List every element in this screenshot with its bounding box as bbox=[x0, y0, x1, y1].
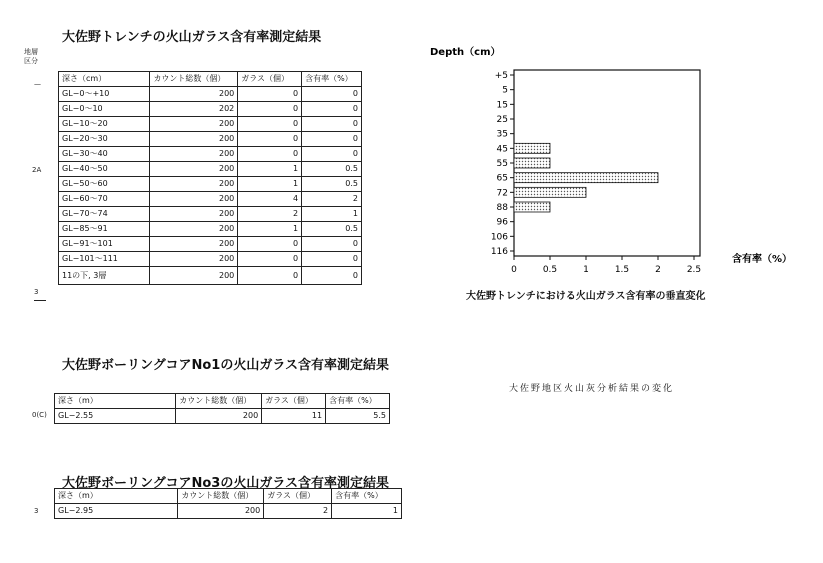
cell-count: 200 bbox=[150, 222, 238, 237]
bar bbox=[514, 143, 550, 153]
cell-depth: GL−0〜10 bbox=[59, 102, 150, 117]
y-tick-label: 5 bbox=[502, 85, 508, 96]
core1-strata-mark: 0(C) bbox=[32, 411, 47, 419]
cell-depth: 11の下, 3層 bbox=[59, 267, 150, 285]
cell-glass: 2 bbox=[238, 207, 302, 222]
table-row bbox=[55, 504, 402, 519]
cell-glass: 0 bbox=[238, 147, 302, 162]
strata-mark-3: 3 bbox=[34, 288, 39, 296]
core1-table bbox=[54, 393, 390, 424]
header-glass: ガラス（個） bbox=[264, 489, 332, 504]
x-tick-label: 1.5 bbox=[614, 265, 630, 275]
cell-ratio: 0.5 bbox=[302, 177, 362, 192]
cell-depth: GL−60〜70 bbox=[59, 192, 150, 207]
table-row bbox=[59, 147, 362, 162]
cell-depth: GL−50〜60 bbox=[59, 177, 150, 192]
cell-depth: GL−2.55 bbox=[55, 409, 176, 424]
cell-ratio: 1 bbox=[332, 504, 402, 519]
cell-glass: 0 bbox=[238, 87, 302, 102]
cell-glass: 0 bbox=[238, 237, 302, 252]
cell-glass: 2 bbox=[264, 504, 332, 519]
cell-count: 200 bbox=[150, 267, 238, 285]
cell-count: 200 bbox=[150, 147, 238, 162]
cell-count: 200 bbox=[150, 87, 238, 102]
header-depth: 深さ（m） bbox=[55, 489, 178, 504]
cell-count: 200 bbox=[150, 207, 238, 222]
cell-count: 200 bbox=[176, 409, 262, 424]
trench-table bbox=[58, 71, 362, 285]
header-ratio: 含有率（%） bbox=[302, 72, 362, 87]
y-tick-label: 55 bbox=[496, 159, 508, 169]
cell-ratio: 2 bbox=[302, 192, 362, 207]
cell-ratio: 0.5 bbox=[302, 162, 362, 177]
table-row bbox=[59, 222, 362, 237]
table-row bbox=[59, 132, 362, 147]
cell-depth: GL−0〜+10 bbox=[59, 87, 150, 102]
header-ratio: 含有率（%） bbox=[332, 489, 402, 504]
table-row bbox=[59, 237, 362, 252]
cell-glass: 0 bbox=[238, 102, 302, 117]
cell-glass: 11 bbox=[262, 409, 326, 424]
cell-glass: 1 bbox=[238, 162, 302, 177]
header-glass: ガラス（個） bbox=[262, 394, 326, 409]
cell-depth: GL−2.95 bbox=[55, 504, 178, 519]
bar bbox=[514, 202, 550, 212]
cell-ratio: 0 bbox=[302, 117, 362, 132]
y-tick-label: 25 bbox=[496, 115, 508, 125]
table-row bbox=[59, 192, 362, 207]
y-tick-label: 45 bbox=[496, 144, 508, 155]
table-row bbox=[59, 87, 362, 102]
cell-depth: GL−20〜30 bbox=[59, 132, 150, 147]
y-tick-label: 88 bbox=[496, 203, 508, 213]
table-header-row bbox=[55, 394, 390, 409]
strata-mark-top: — bbox=[34, 80, 41, 88]
y-tick-label: 116 bbox=[490, 247, 508, 257]
cell-count: 200 bbox=[150, 192, 238, 207]
core3-table bbox=[54, 488, 402, 519]
x-tick-label: 0 bbox=[511, 265, 517, 275]
cell-count: 202 bbox=[150, 102, 238, 117]
table-row bbox=[59, 177, 362, 192]
y-tick-label: 65 bbox=[496, 173, 508, 184]
cell-ratio: 0 bbox=[302, 87, 362, 102]
table-header-row bbox=[59, 72, 362, 87]
table-row bbox=[59, 267, 362, 285]
core1-table-title: 大佐野ボーリングコアNo1の火山ガラス含有率測定結果 bbox=[62, 358, 389, 373]
table-row bbox=[59, 162, 362, 177]
table-row bbox=[59, 102, 362, 117]
cell-glass: 0 bbox=[238, 267, 302, 285]
chart-caption: 大佐野トレンチにおける火山ガラス含有率の垂直変化 bbox=[466, 291, 706, 302]
cell-count: 200 bbox=[150, 117, 238, 132]
cell-count: 200 bbox=[150, 132, 238, 147]
cell-glass: 1 bbox=[238, 222, 302, 237]
cell-glass: 0 bbox=[238, 117, 302, 132]
y-tick-label: +5 bbox=[494, 71, 508, 81]
cell-depth: GL−70〜74 bbox=[59, 207, 150, 222]
cell-count: 200 bbox=[150, 162, 238, 177]
header-depth: 深さ（cm） bbox=[59, 72, 150, 87]
cell-count: 200 bbox=[150, 237, 238, 252]
header-count: カウント総数（個） bbox=[176, 394, 262, 409]
x-tick-label: 2.5 bbox=[686, 265, 702, 275]
cell-ratio: 0 bbox=[302, 252, 362, 267]
header-count: カウント総数（個） bbox=[150, 72, 238, 87]
header-count: カウント総数（個） bbox=[178, 489, 264, 504]
table-header-row bbox=[55, 489, 402, 504]
cell-ratio: 0 bbox=[302, 147, 362, 162]
bar bbox=[514, 187, 586, 197]
y-tick-label: 96 bbox=[496, 217, 508, 228]
cell-ratio: 0 bbox=[302, 267, 362, 285]
x-tick-label: 0.5 bbox=[542, 265, 558, 275]
cell-ratio: 1 bbox=[302, 207, 362, 222]
strata-mark-2a: 2A bbox=[32, 166, 42, 174]
header-depth: 深さ（m） bbox=[55, 394, 176, 409]
table-row bbox=[55, 409, 390, 424]
cell-glass: 0 bbox=[238, 252, 302, 267]
cell-glass: 0 bbox=[238, 132, 302, 147]
y-tick-label: 15 bbox=[496, 100, 508, 111]
y-tick-label: 106 bbox=[490, 232, 508, 243]
cell-depth: GL−91〜101 bbox=[59, 237, 150, 252]
y-tick-label: 35 bbox=[496, 129, 508, 140]
core3-table-title: 大佐野ボーリングコアNo3の火山ガラス含有率測定結果 bbox=[62, 476, 389, 491]
x-axis-title: 含有率（%） bbox=[732, 254, 793, 265]
core3-strata-mark: 3 bbox=[34, 507, 39, 515]
trench-table-title: 大佐野トレンチの火山ガラス含有率測定結果 bbox=[62, 30, 322, 45]
cell-depth: GL−30〜40 bbox=[59, 147, 150, 162]
cell-ratio: 5.5 bbox=[326, 409, 390, 424]
x-tick-label: 1 bbox=[583, 265, 589, 275]
y-axis-title: Depth（cm） bbox=[430, 47, 501, 58]
header-ratio: 含有率（%） bbox=[326, 394, 390, 409]
x-tick-label: 2 bbox=[655, 265, 661, 275]
cell-count: 200 bbox=[150, 252, 238, 267]
y-tick-label: 72 bbox=[496, 188, 508, 199]
table-row bbox=[59, 252, 362, 267]
analysis-note: 大佐野地区火山灰分析結果の変化 bbox=[509, 384, 675, 394]
cell-depth: GL−101〜111 bbox=[59, 252, 150, 267]
cell-ratio: 0 bbox=[302, 132, 362, 147]
cell-count: 200 bbox=[178, 504, 264, 519]
bar bbox=[514, 158, 550, 168]
glass-content-chart bbox=[410, 40, 810, 290]
cell-count: 200 bbox=[150, 177, 238, 192]
table-row bbox=[59, 117, 362, 132]
cell-ratio: 0 bbox=[302, 237, 362, 252]
cell-depth: GL−40〜50 bbox=[59, 162, 150, 177]
table-row bbox=[59, 207, 362, 222]
strata-divider bbox=[34, 300, 46, 301]
header-glass: ガラス（個） bbox=[238, 72, 302, 87]
cell-ratio: 0 bbox=[302, 102, 362, 117]
cell-depth: GL−85〜91 bbox=[59, 222, 150, 237]
cell-glass: 4 bbox=[238, 192, 302, 207]
bar bbox=[514, 173, 658, 183]
cell-glass: 1 bbox=[238, 177, 302, 192]
cell-depth: GL−10〜20 bbox=[59, 117, 150, 132]
strata-header: 地層 区分 bbox=[24, 48, 38, 65]
cell-ratio: 0.5 bbox=[302, 222, 362, 237]
